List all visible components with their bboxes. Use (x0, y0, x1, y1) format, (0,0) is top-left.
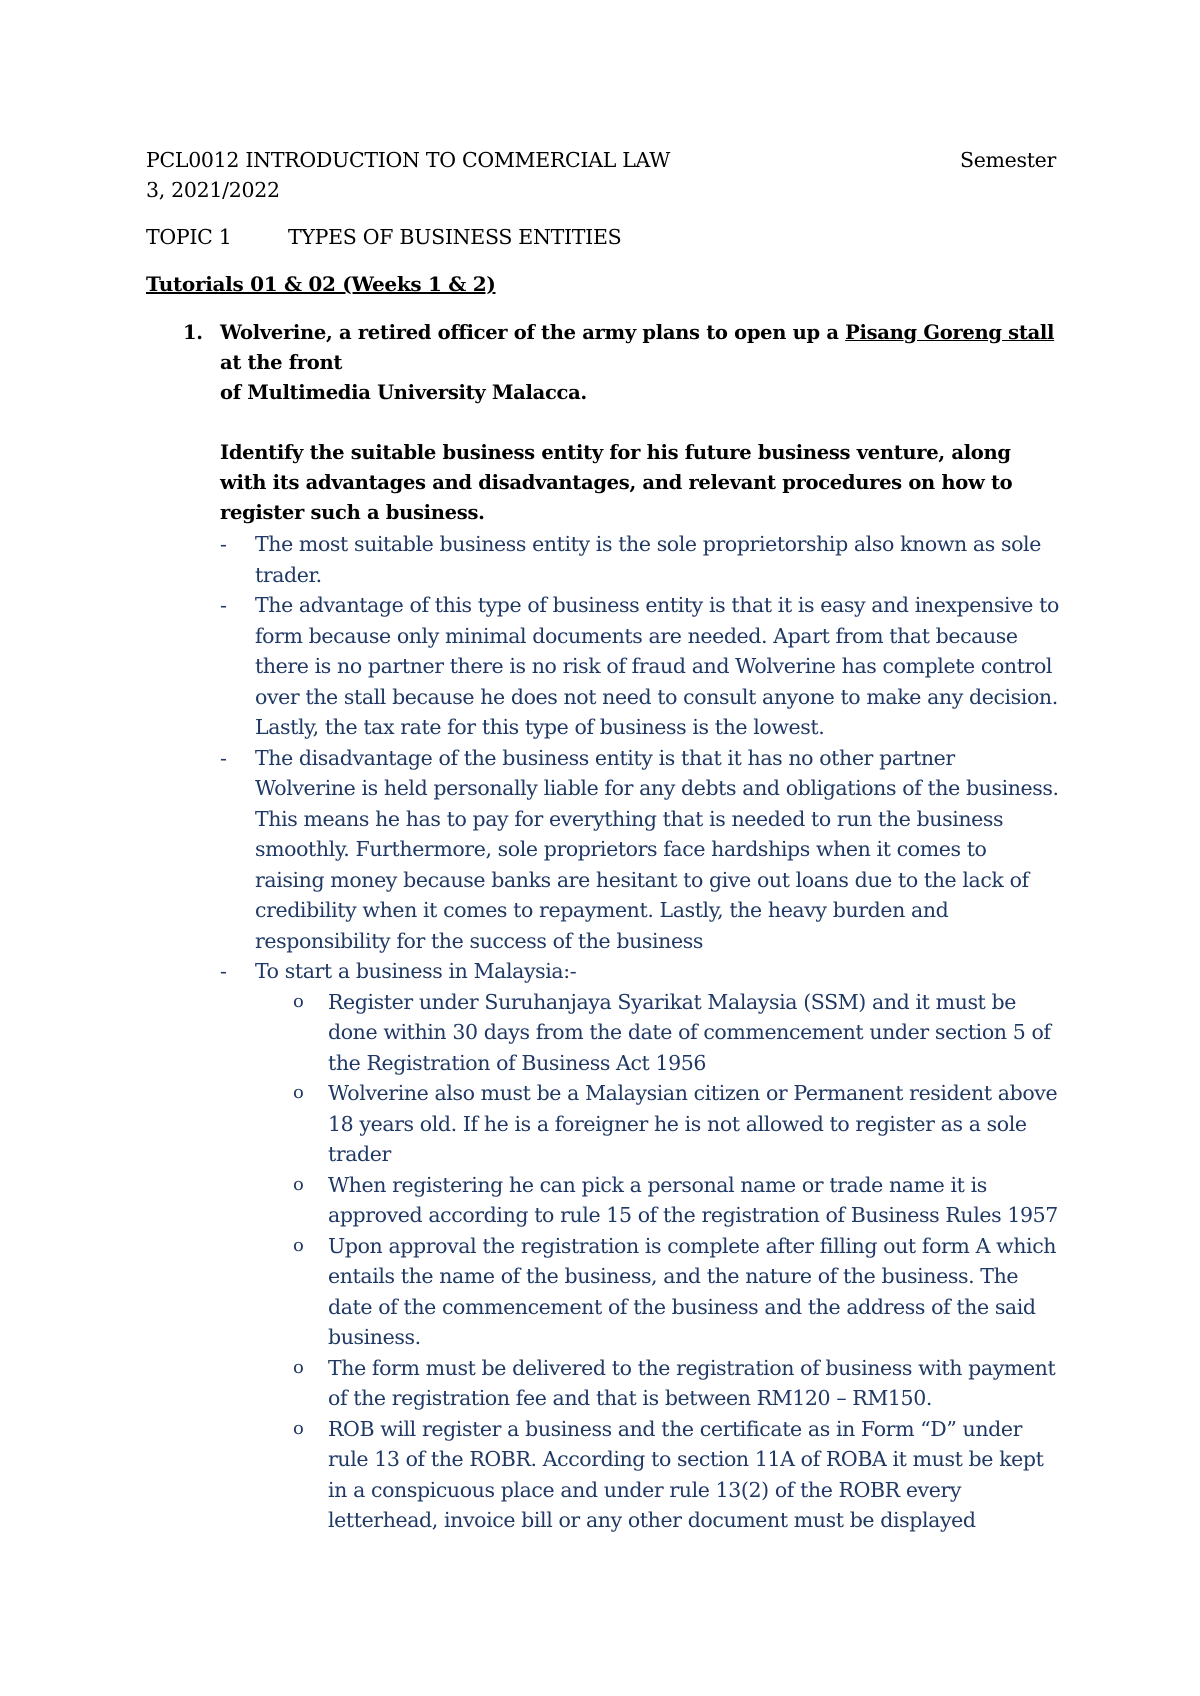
answer-text: The disadvantage of the business entity is that it has no other partner Wolverine is held personally liable for any debts and obligations of the business. This means he has to pay for everything that is needed to run the business smoothly. Furthermore, sole proprietors face hardships when it comes to raising money because banks are hesitant to give out loans due to the lack of credibility when it comes to repayment. Lastly, the heavy burden and responsibility for the success of the business (255, 745, 1059, 953)
dash-bullet: - (220, 959, 227, 983)
course-title: PCL0012 INTRODUCTION TO COMMERCIAL LAW (146, 148, 671, 172)
answer-text: The most suitable business entity is the sole proprietorship also known as sole trader. (255, 532, 1041, 587)
question-text (220, 318, 1063, 528)
answer-list (220, 529, 1060, 1536)
answer-item (220, 956, 1060, 987)
step-item (220, 1231, 1060, 1353)
topic-title: TYPES OF BUSINESS ENTITIES (288, 225, 622, 249)
circle-bullet: o (293, 990, 304, 1012)
answer-text: To start a business in Malaysia:- (255, 959, 577, 983)
dash-bullet: - (220, 532, 227, 556)
step-text: When registering he can pick a personal name or trade name it is approved according to rule 15 of the registration of Business Rules 1957 (328, 1172, 1058, 1227)
circle-bullet: o (293, 1234, 304, 1256)
topic-number: TOPIC 1 (146, 225, 232, 249)
step-text: Upon approval the registration is complete after filling out form A which entails the name of the business, and the nature of the business. The date of the commencement of the business and the address of the said business. (328, 1233, 1057, 1349)
dash-bullet: - (220, 745, 227, 770)
semester-label: Semester (959, 148, 1056, 172)
step-item (220, 1414, 1060, 1536)
step-item (220, 987, 1060, 1079)
step-text: Register under Suruhanjaya Syarikat Malaysia (SSM) and it must be done within 30 days from the date of commencement under section 5 of the Registration of Business Act 1956 (328, 989, 1051, 1075)
question-ask: Identify the suitable business entity for his future business venture, along with its advantages and disadvantages, and relevant procedures on how to register such a business. (220, 441, 1013, 524)
answer-item (220, 743, 1060, 957)
course-header (146, 148, 1056, 172)
question-number: 1. (183, 321, 203, 344)
topic-heading (146, 225, 621, 249)
circle-bullet: o (293, 1356, 304, 1378)
step-item (220, 1078, 1060, 1170)
tutorial-heading: Tutorials 01 & 02 (Weeks 1 & 2) (146, 272, 496, 296)
question-text-part: Wolverine, a retired officer of the army plans to open up a (220, 321, 846, 344)
semester-year: 3, 2021/2022 (146, 178, 280, 202)
question-text-line2: of Multimedia University Malacca. (220, 381, 587, 404)
stall-underlined: Pisang Goreng stall (845, 321, 1055, 344)
question-1 (183, 318, 1063, 528)
answer-text: The advantage of this type of business entity is that it is easy and inexpensive to form because only minimal documents are needed. Apart from that because there is no partner there is no risk of fraud and Wolverine has complete control over the stall because he does not need to consult anyone to make any decision. Lastly, the tax rate for this type of business is the lowest. (255, 593, 1059, 739)
answer-item (220, 590, 1060, 743)
question-text-part: at the front (220, 351, 343, 374)
step-item (220, 1353, 1060, 1414)
step-item (220, 1170, 1060, 1231)
step-text: The form must be delivered to the registration of business with payment of the registration fee and that is between RM120 – RM150. (328, 1355, 1056, 1410)
answer-item (220, 529, 1060, 590)
dash-bullet: - (220, 593, 227, 617)
step-text: ROB will register a business and the certificate as in Form “D” under rule 13 of the ROBR. According to section 11A of ROBA it must be kept in a conspicuous place and under rule 13(2) of the ROBR every letterhead, invoice bill or any other document must be displayed (328, 1416, 1044, 1532)
circle-bullet: o (293, 1082, 304, 1103)
circle-bullet: o (293, 1417, 304, 1439)
step-text: Wolverine also must be a Malaysian citizen or Permanent resident above 18 years old. If he is a foreigner he is not allowed to register as a sole trader (328, 1081, 1058, 1166)
circle-bullet: o (293, 1173, 304, 1195)
